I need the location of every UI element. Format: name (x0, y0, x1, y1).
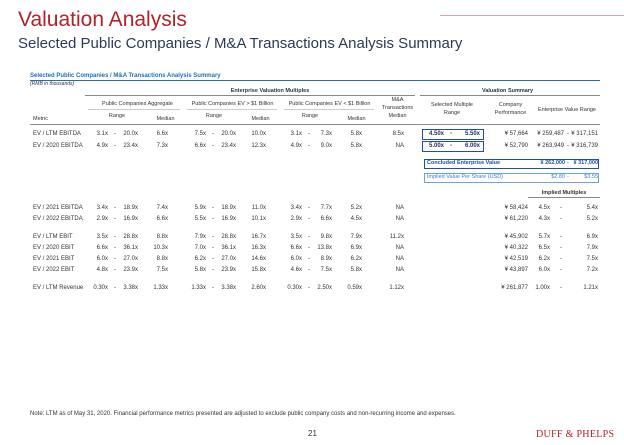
group2-header: Public Companies EV > $1 Billion (191, 101, 274, 107)
range-dash: - (308, 256, 310, 262)
aggregate-range-low: 3.1x (96, 131, 108, 137)
ma-median: NA (395, 256, 404, 262)
unit-note: (RMB in thousands) (30, 81, 75, 87)
aggregate-median: 7.3x (156, 143, 168, 149)
large-cap-range-high: 18.9x (221, 205, 236, 211)
aggregate-median: 7.4x (156, 205, 168, 211)
range-dash: - (114, 131, 116, 137)
range-dash: - (212, 245, 214, 251)
range-dash: - (450, 131, 452, 137)
large-cap-median: 2.60x (251, 285, 266, 291)
page-number: 21 (308, 429, 317, 438)
implied-multiple-high: 5.2x (586, 216, 598, 222)
small-cap-range-high: 9.8x (320, 234, 332, 240)
ma-median: 11.2x (389, 234, 404, 240)
range-dash: - (560, 234, 562, 240)
implied-multiple-high: 7.5x (586, 256, 598, 262)
median-header-2: Median (251, 116, 270, 122)
metric-label: EV / LTM Revenue (33, 285, 84, 291)
small-cap-range-low: 3.1x (290, 131, 302, 137)
aggregate-range-high: 3.38x (123, 285, 138, 291)
implied-multiple-low: 1.00x (535, 285, 550, 291)
range-dash: - (560, 216, 562, 222)
small-cap-median: 6.9x (350, 245, 362, 251)
range-dash: - (114, 267, 116, 273)
implied-multiple-high: 5.4x (586, 205, 598, 211)
range-dash: - (212, 131, 214, 137)
implied-multiple-high: 6.9x (586, 234, 598, 240)
ev-range-high: ¥ 317,151 (571, 131, 598, 137)
range-dash: - (567, 143, 569, 149)
ev-range-header: Enterprise Value Range (538, 107, 596, 113)
small-cap-range-high: 7.7x (320, 205, 332, 211)
aggregate-median: 1.33x (153, 285, 168, 291)
range-dash: - (308, 216, 310, 222)
range-dash: - (212, 234, 214, 240)
small-cap-range-high: 9.0x (320, 143, 332, 149)
ev-range-high: ¥ 316,739 (571, 143, 598, 149)
aggregate-range-high: 20.0x (123, 131, 138, 137)
large-cap-median: 12.3x (251, 143, 266, 149)
ma-header-3: Median (388, 113, 407, 119)
implied-share-high: $3.55 (584, 174, 598, 180)
small-cap-median: 6.2x (350, 256, 362, 262)
small-cap-range-high: 7.5x (320, 267, 332, 273)
company-performance: ¥ 261,877 (501, 285, 528, 291)
small-cap-range-low: 4.6x (290, 267, 302, 273)
range-header-2: Range (205, 113, 223, 119)
ma-median: NA (395, 205, 404, 211)
range-dash: - (560, 245, 562, 251)
small-cap-range-low: 2.9x (290, 216, 302, 222)
implied-multiple-low: 6.2x (538, 256, 550, 262)
range-dash: - (114, 245, 116, 251)
metric-label: EV / 2022 EBIT (33, 267, 75, 273)
range-dash: - (114, 216, 116, 222)
range-dash: - (212, 143, 214, 149)
range-dash: - (560, 267, 562, 273)
footnote: Note: LTM as of May 31, 2020. Financial performance metrics presented are adjusted to exclude public company costs and non-recurring income and expenses. (30, 411, 456, 417)
metric-header: Metric (33, 116, 48, 122)
small-cap-median: 4.5x (350, 216, 362, 222)
metric-label: EV / LTM EBITDA (33, 131, 81, 137)
implied-multiple-high: 7.2x (586, 267, 598, 273)
large-cap-range-high: 27.0x (221, 256, 236, 262)
small-cap-range-low: 0.30x (287, 285, 302, 291)
section-title: Selected Public Companies / M&A Transactions Analysis Summary (30, 73, 221, 79)
large-cap-range-low: 7.0x (194, 245, 206, 251)
selected-multiple-low: 4.50x (428, 131, 444, 137)
selected-multiple-low: 5.00x (428, 143, 444, 149)
small-cap-median: 5.2x (350, 205, 362, 211)
small-cap-median: 5.8x (350, 131, 362, 137)
concluded-ev-high: ¥ 317,000 (573, 160, 598, 166)
small-cap-range-low: 6.6x (290, 245, 302, 251)
range-dash: - (308, 131, 310, 137)
company-performance: ¥ 40,322 (504, 245, 528, 251)
range-header-3: Range (301, 113, 319, 119)
aggregate-range-low: 4.9x (96, 143, 108, 149)
aggregate-range-high: 28.8x (123, 234, 138, 240)
large-cap-range-low: 5.5x (194, 216, 206, 222)
range-dash: - (114, 143, 116, 149)
company-performance: ¥ 45,902 (504, 234, 528, 240)
implied-share-label: Implied Value Per Share (USD) (427, 174, 504, 180)
implied-multiple-low: 6.5x (538, 245, 550, 251)
range-dash: - (212, 267, 214, 273)
implied-multiple-low: 4.5x (538, 205, 550, 211)
range-dash: - (560, 205, 562, 211)
metric-label: EV / LTM EBIT (33, 234, 73, 240)
aggregate-median: 6.6x (156, 131, 168, 137)
aggregate-range-high: 16.9x (123, 216, 138, 222)
ma-median: NA (395, 245, 404, 251)
aggregate-range-low: 6.0x (96, 256, 108, 262)
ma-median: 1.12x (389, 285, 404, 291)
large-cap-range-high: 20.0x (221, 131, 236, 137)
median-header-3: Median (347, 116, 366, 122)
large-cap-median: 15.8x (251, 267, 266, 273)
group3-header: Public Companies EV < $1 Billion (288, 101, 371, 107)
aggregate-range-low: 4.8x (96, 267, 108, 273)
aggregate-range-high: 18.9x (123, 205, 138, 211)
ev-range-low: ¥ 259,487 (537, 131, 564, 137)
selected-multiple-high: 6.00x (464, 143, 480, 149)
aggregate-range-low: 2.9x (96, 216, 108, 222)
range-header-1: Range (108, 113, 126, 119)
range-dash: - (114, 234, 116, 240)
range-dash: - (114, 285, 116, 291)
small-cap-range-low: 4.9x (290, 143, 302, 149)
small-cap-range-high: 8.9x (320, 256, 332, 262)
implied-multiple-high: 7.9x (586, 245, 598, 251)
small-cap-range-high: 13.8x (317, 245, 332, 251)
header-divider (440, 15, 624, 16)
range-dash: - (308, 267, 310, 273)
aggregate-median: 7.5x (156, 267, 168, 273)
metric-label: EV / 2020 EBIT (33, 245, 75, 251)
small-cap-range-high: 7.3x (320, 131, 332, 137)
aggregate-median: 8.8x (156, 256, 168, 262)
range-dash: - (212, 216, 214, 222)
large-cap-range-low: 5.8x (194, 267, 206, 273)
ev-multiples-header: Enterprise Valuation Multiples (230, 88, 310, 94)
metric-label: EV / 2022 EBITDA (33, 216, 83, 222)
ma-median: NA (395, 267, 404, 273)
duff-phelps-logo: DUFF & PHELPS (536, 429, 615, 440)
group3-rule (284, 109, 374, 110)
aggregate-median: 6.6x (156, 216, 168, 222)
implied-multiple-low: 5.7x (538, 234, 550, 240)
range-dash: - (567, 131, 569, 137)
large-cap-median: 14.6x (251, 256, 266, 262)
concluded-ev-dash: - (567, 160, 569, 166)
implied-share-dash: - (567, 174, 569, 180)
small-cap-range-high: 2.50x (317, 285, 332, 291)
large-cap-range-low: 5.9x (194, 205, 206, 211)
large-cap-median: 16.3x (251, 245, 266, 251)
small-cap-range-low: 3.4x (290, 205, 302, 211)
small-cap-range-low: 6.0x (290, 256, 302, 262)
aggregate-range-low: 0.30x (93, 285, 108, 291)
company-performance: ¥ 61,220 (504, 216, 528, 222)
group1-header: Public Companies Aggregate (102, 101, 173, 107)
large-cap-range-high: 36.1x (221, 245, 236, 251)
selected-multiple-header-1: Selected Multiple (431, 102, 473, 108)
ev-multiples-rule (85, 95, 415, 96)
header-bottom-rule (30, 124, 600, 125)
range-dash: - (212, 205, 214, 211)
large-cap-range-low: 7.9x (194, 234, 206, 240)
small-cap-median: 7.9x (350, 234, 362, 240)
ev-range-low: ¥ 263,949 (537, 143, 564, 149)
company-performance: ¥ 57,664 (504, 131, 528, 137)
large-cap-median: 16.7x (251, 234, 266, 240)
company-performance: ¥ 52,790 (504, 143, 528, 149)
range-dash: - (308, 245, 310, 251)
large-cap-range-high: 23.4x (221, 143, 236, 149)
metric-label: EV / 2020 EBITDA (33, 143, 83, 149)
company-performance: ¥ 58,424 (504, 205, 528, 211)
small-cap-range-high: 6.6x (320, 216, 332, 222)
range-dash: - (308, 234, 310, 240)
median-header-1: Median (156, 116, 175, 122)
concluded-ev-low: ¥ 262,000 (540, 160, 565, 166)
selected-multiple-header-2: Range (443, 110, 461, 116)
range-dash: - (308, 143, 310, 149)
aggregate-range-low: 3.4x (96, 205, 108, 211)
company-perf-header-2: Performance (494, 110, 527, 116)
ma-header-2: Transactions (381, 105, 414, 111)
group1-rule (88, 109, 180, 110)
page-title: Valuation Analysis (18, 8, 187, 31)
small-cap-range-low: 3.5x (290, 234, 302, 240)
section-rule (30, 80, 600, 81)
large-cap-range-low: 6.6x (194, 143, 206, 149)
concluded-ev-label: Concluded Enterprise Value (427, 160, 501, 166)
large-cap-range-low: 6.2x (194, 256, 206, 262)
large-cap-range-high: 3.38x (221, 285, 236, 291)
aggregate-median: 10.3x (153, 245, 168, 251)
large-cap-range-low: 1.33x (191, 285, 206, 291)
company-performance: ¥ 43,897 (504, 267, 528, 273)
range-dash: - (212, 256, 214, 262)
small-cap-median: 5.8x (350, 143, 362, 149)
aggregate-range-low: 6.6x (96, 245, 108, 251)
aggregate-range-high: 23.4x (123, 143, 138, 149)
range-dash: - (560, 285, 562, 291)
company-performance: ¥ 42,519 (504, 256, 528, 262)
large-cap-range-low: 7.5x (194, 131, 206, 137)
aggregate-range-high: 27.0x (123, 256, 138, 262)
large-cap-range-high: 28.8x (221, 234, 236, 240)
large-cap-median: 11.0x (251, 205, 266, 211)
large-cap-range-high: 23.9x (221, 267, 236, 273)
small-cap-median: 5.8x (350, 267, 362, 273)
aggregate-median: 8.8x (156, 234, 168, 240)
ma-header-1: M&A (391, 97, 404, 103)
ma-median: NA (395, 143, 404, 149)
ma-median: NA (395, 216, 404, 222)
valuation-summary-header: Valuation Summary (481, 88, 534, 94)
implied-share-low: $2.80 (551, 174, 565, 180)
page-subtitle: Selected Public Companies / M&A Transactions Analysis Summary (18, 35, 463, 52)
company-perf-header-1: Company (498, 102, 523, 108)
metric-label: EV / 2021 EBIT (33, 256, 75, 262)
aggregate-range-high: 23.9x (123, 267, 138, 273)
implied-multiple-low: 6.0x (538, 267, 550, 273)
range-dash: - (450, 143, 452, 149)
large-cap-range-high: 16.9x (221, 216, 236, 222)
implied-multiples-header: Implied Multiples (541, 190, 587, 196)
range-dash: - (114, 205, 116, 211)
aggregate-range-high: 36.1x (123, 245, 138, 251)
large-cap-median: 10.0x (251, 131, 266, 137)
group2-rule (187, 109, 277, 110)
metric-label: EV / 2021 EBITDA (33, 205, 83, 211)
selected-multiple-high: 5.50x (464, 131, 480, 137)
implied-multiple-low: 4.3x (538, 216, 550, 222)
large-cap-median: 10.1x (251, 216, 266, 222)
small-cap-median: 0.59x (347, 285, 362, 291)
range-dash: - (308, 285, 310, 291)
implied-multiple-high: 1.21x (583, 285, 598, 291)
range-dash: - (308, 205, 310, 211)
range-dash: - (212, 285, 214, 291)
range-dash: - (560, 256, 562, 262)
aggregate-range-low: 3.5x (96, 234, 108, 240)
implied-multiples-rule (528, 197, 600, 198)
ma-median: 8.5x (392, 131, 404, 137)
range-dash: - (114, 256, 116, 262)
valuation-summary-rule (420, 95, 600, 96)
